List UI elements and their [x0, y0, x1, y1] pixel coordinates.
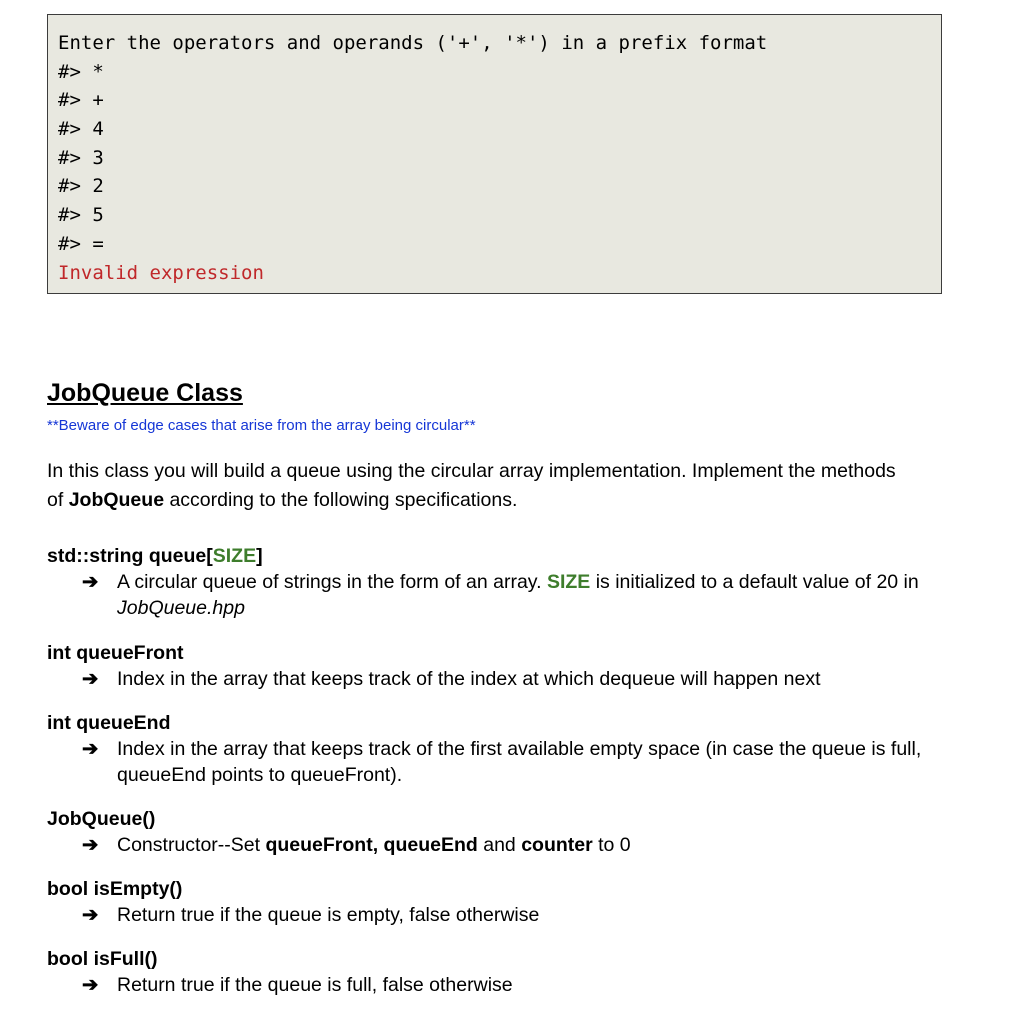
member-constructor: [47, 806, 947, 858]
console-line: #> 2: [58, 175, 104, 198]
member-queue-end: [47, 710, 947, 788]
member-signature: int queueEnd: [47, 712, 171, 734]
member-signature: JobQueue(): [47, 808, 156, 830]
member-description: [47, 666, 937, 692]
member-description: [47, 972, 937, 998]
signature-size: SIZE: [212, 545, 257, 567]
description-text: Return true if the queue is full, false otherwise: [117, 974, 513, 996]
member-description: [47, 736, 937, 788]
console-error-line: Invalid expression: [58, 261, 264, 284]
intro-paragraph: [47, 457, 907, 515]
arrow-icon: ➔: [82, 834, 99, 856]
arrow-icon: ➔: [82, 738, 99, 760]
console-line: #> =: [58, 232, 104, 255]
description-text: Index in the array that keeps track of the index at which dequeue will happen next: [117, 668, 821, 690]
description-text-end: to 0: [592, 834, 631, 856]
intro-class-name: JobQueue: [68, 489, 165, 511]
console-line: #> 4: [58, 118, 104, 141]
description-text: Return true if the queue is empty, false otherwise: [117, 904, 540, 926]
description-text-mid: and: [477, 834, 522, 856]
member-signature: bool isEmpty(): [47, 878, 183, 900]
description-text: Index in the array that keeps track of the first available empty space (in case the queue is full, queueEnd points to queueFront).: [117, 738, 922, 786]
section-title: JobQueue Class: [47, 379, 243, 407]
console-line: #> +: [58, 89, 104, 112]
description-size: SIZE: [546, 571, 591, 593]
member-queue-front: [47, 640, 947, 692]
signature-text-end: ]: [256, 545, 263, 567]
member-is-full: [47, 946, 947, 998]
arrow-icon: ➔: [82, 974, 99, 996]
console-line: #> 3: [58, 146, 104, 169]
console-line: #> 5: [58, 204, 104, 227]
description-text: A circular queue of strings in the form of an array.: [117, 571, 547, 593]
member-description: [47, 902, 937, 928]
console-line: #> *: [58, 60, 104, 83]
member-description: [47, 569, 937, 621]
signature-text: std::string queue[: [47, 545, 213, 567]
member-signature: int queueFront: [47, 642, 184, 664]
arrow-icon: ➔: [82, 668, 99, 690]
member-signature: [47, 543, 947, 569]
jobqueue-section: [47, 377, 947, 515]
member-signature: bool isFull(): [47, 948, 158, 970]
arrow-icon: ➔: [82, 571, 99, 593]
console-line: Enter the operators and operands ('+', '*') in a prefix format: [58, 32, 768, 54]
description-bold: queueFront, queueEnd: [265, 834, 478, 856]
intro-text: In this class you will build a queue using the circular array implementation. Implement the methods of: [47, 460, 896, 511]
member-is-empty: [47, 876, 947, 928]
member-queue: [47, 543, 947, 621]
description-text-mid: is initialized to a default value of 20 in: [590, 571, 919, 593]
intro-text-end: according to the following specifications.: [164, 489, 518, 511]
warning-note: **Beware of edge cases that arise from the array being circular**: [47, 417, 476, 434]
description-filename: JobQueue.hpp: [117, 597, 245, 619]
console-output: [47, 14, 942, 294]
description-bold: counter: [521, 834, 593, 856]
description-text: Constructor--Set: [117, 834, 266, 856]
member-description: [47, 832, 937, 858]
arrow-icon: ➔: [82, 904, 99, 926]
